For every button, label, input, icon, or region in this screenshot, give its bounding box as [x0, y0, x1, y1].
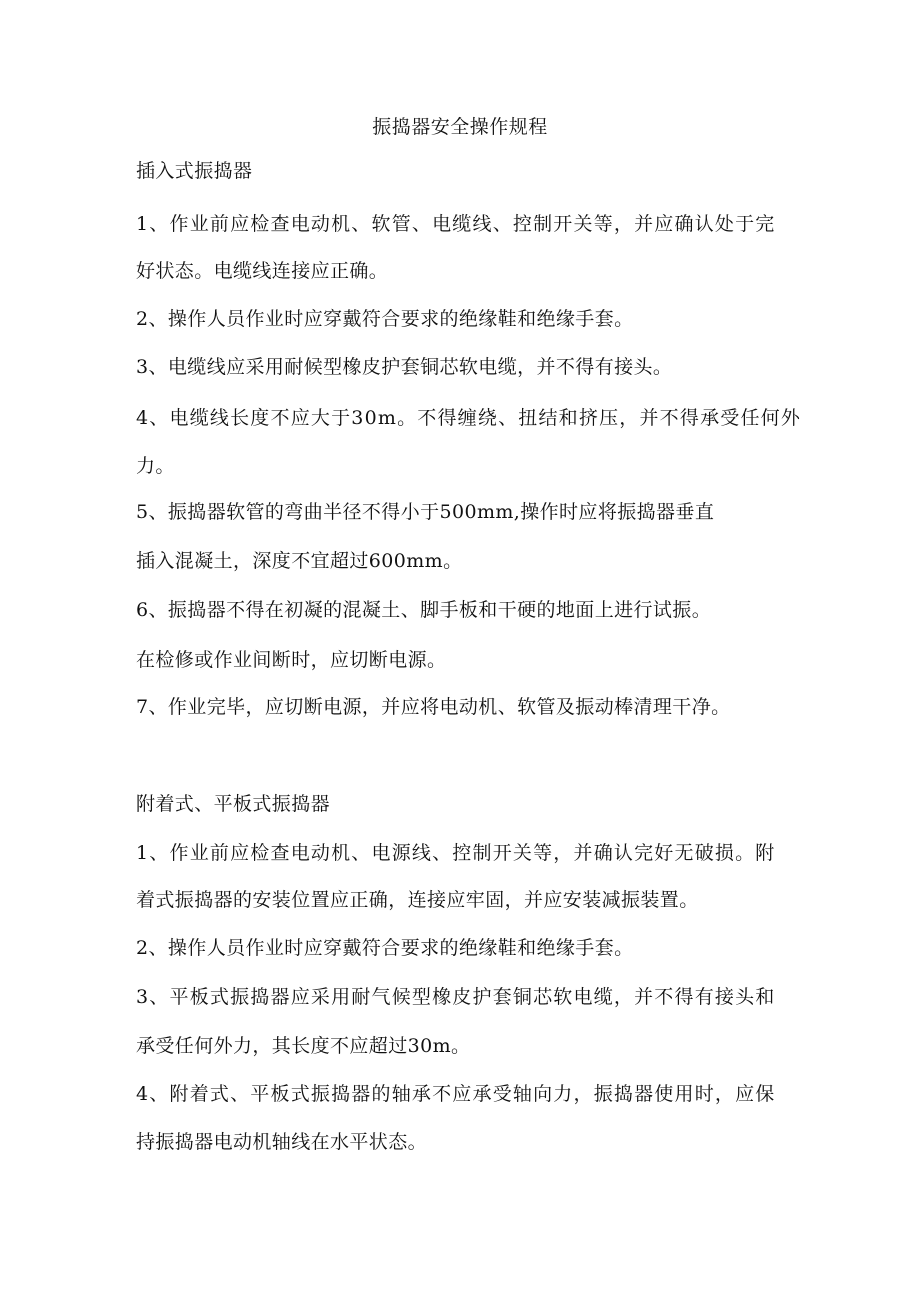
- paragraph-line: 6、振捣器不得在初凝的混凝土、脚手板和干硬的地面上进行试振。: [136, 599, 712, 621]
- paragraph-line: 7、作业完毕，应切断电源，并应将电动机、软管及振动棒清理干净。: [136, 696, 731, 718]
- paragraph-line: 插入混凝土，深度不宜超过600mm。: [136, 550, 463, 572]
- paragraph-line: 1、作业前应检查电动机、电源线、控制开关等，并确认完好无破损。附: [136, 842, 776, 864]
- paragraph-line: 3、平板式振捣器应采用耐气候型橡皮护套铜芯软电缆，并不得有接头和: [136, 986, 776, 1008]
- paragraph-line: 持振捣器电动机轴线在水平状态。: [136, 1131, 428, 1153]
- paragraph-line: 4、电缆线长度不应大于30m。不得缠绕、扭结和挤压，并不得承受任何外: [136, 407, 802, 429]
- document-title: 振捣器安全操作规程: [372, 116, 548, 138]
- paragraph-line: 2、操作人员作业时应穿戴符合要求的绝缘鞋和绝缘手套。: [136, 937, 634, 959]
- paragraph-line: 1、作业前应检查电动机、软管、电缆线、控制开关等，并应确认处于完: [136, 213, 776, 235]
- paragraph-line: 3、电缆线应采用耐候型橡皮护套铜芯软电缆，并不得有接头。: [136, 356, 673, 378]
- paragraph-line: 2、操作人员作业时应穿戴符合要求的绝缘鞋和绝缘手套。: [136, 308, 634, 330]
- section-heading-attached-plate-vibrator: 附着式、平板式振捣器: [136, 793, 331, 815]
- paragraph-line: 4、附着式、平板式振捣器的轴承不应承受轴向力，振捣器使用时，应保: [136, 1083, 776, 1105]
- paragraph-line: 力。: [136, 455, 175, 477]
- paragraph-line: 在检修或作业间断时，应切断电源。: [136, 649, 447, 671]
- paragraph-line: 着式振捣器的安装位置应正确，连接应牢固，并应安装减振装置。: [136, 889, 699, 911]
- section-heading-insertion-vibrator: 插入式振捣器: [136, 160, 253, 182]
- paragraph-line: 好状态。电缆线连接应正确。: [136, 260, 389, 282]
- paragraph-line: 5、振捣器软管的弯曲半径不得小于500mm,操作时应将振捣器垂直: [136, 501, 715, 523]
- paragraph-line: 承受任何外力，其长度不应超过30m。: [136, 1035, 471, 1057]
